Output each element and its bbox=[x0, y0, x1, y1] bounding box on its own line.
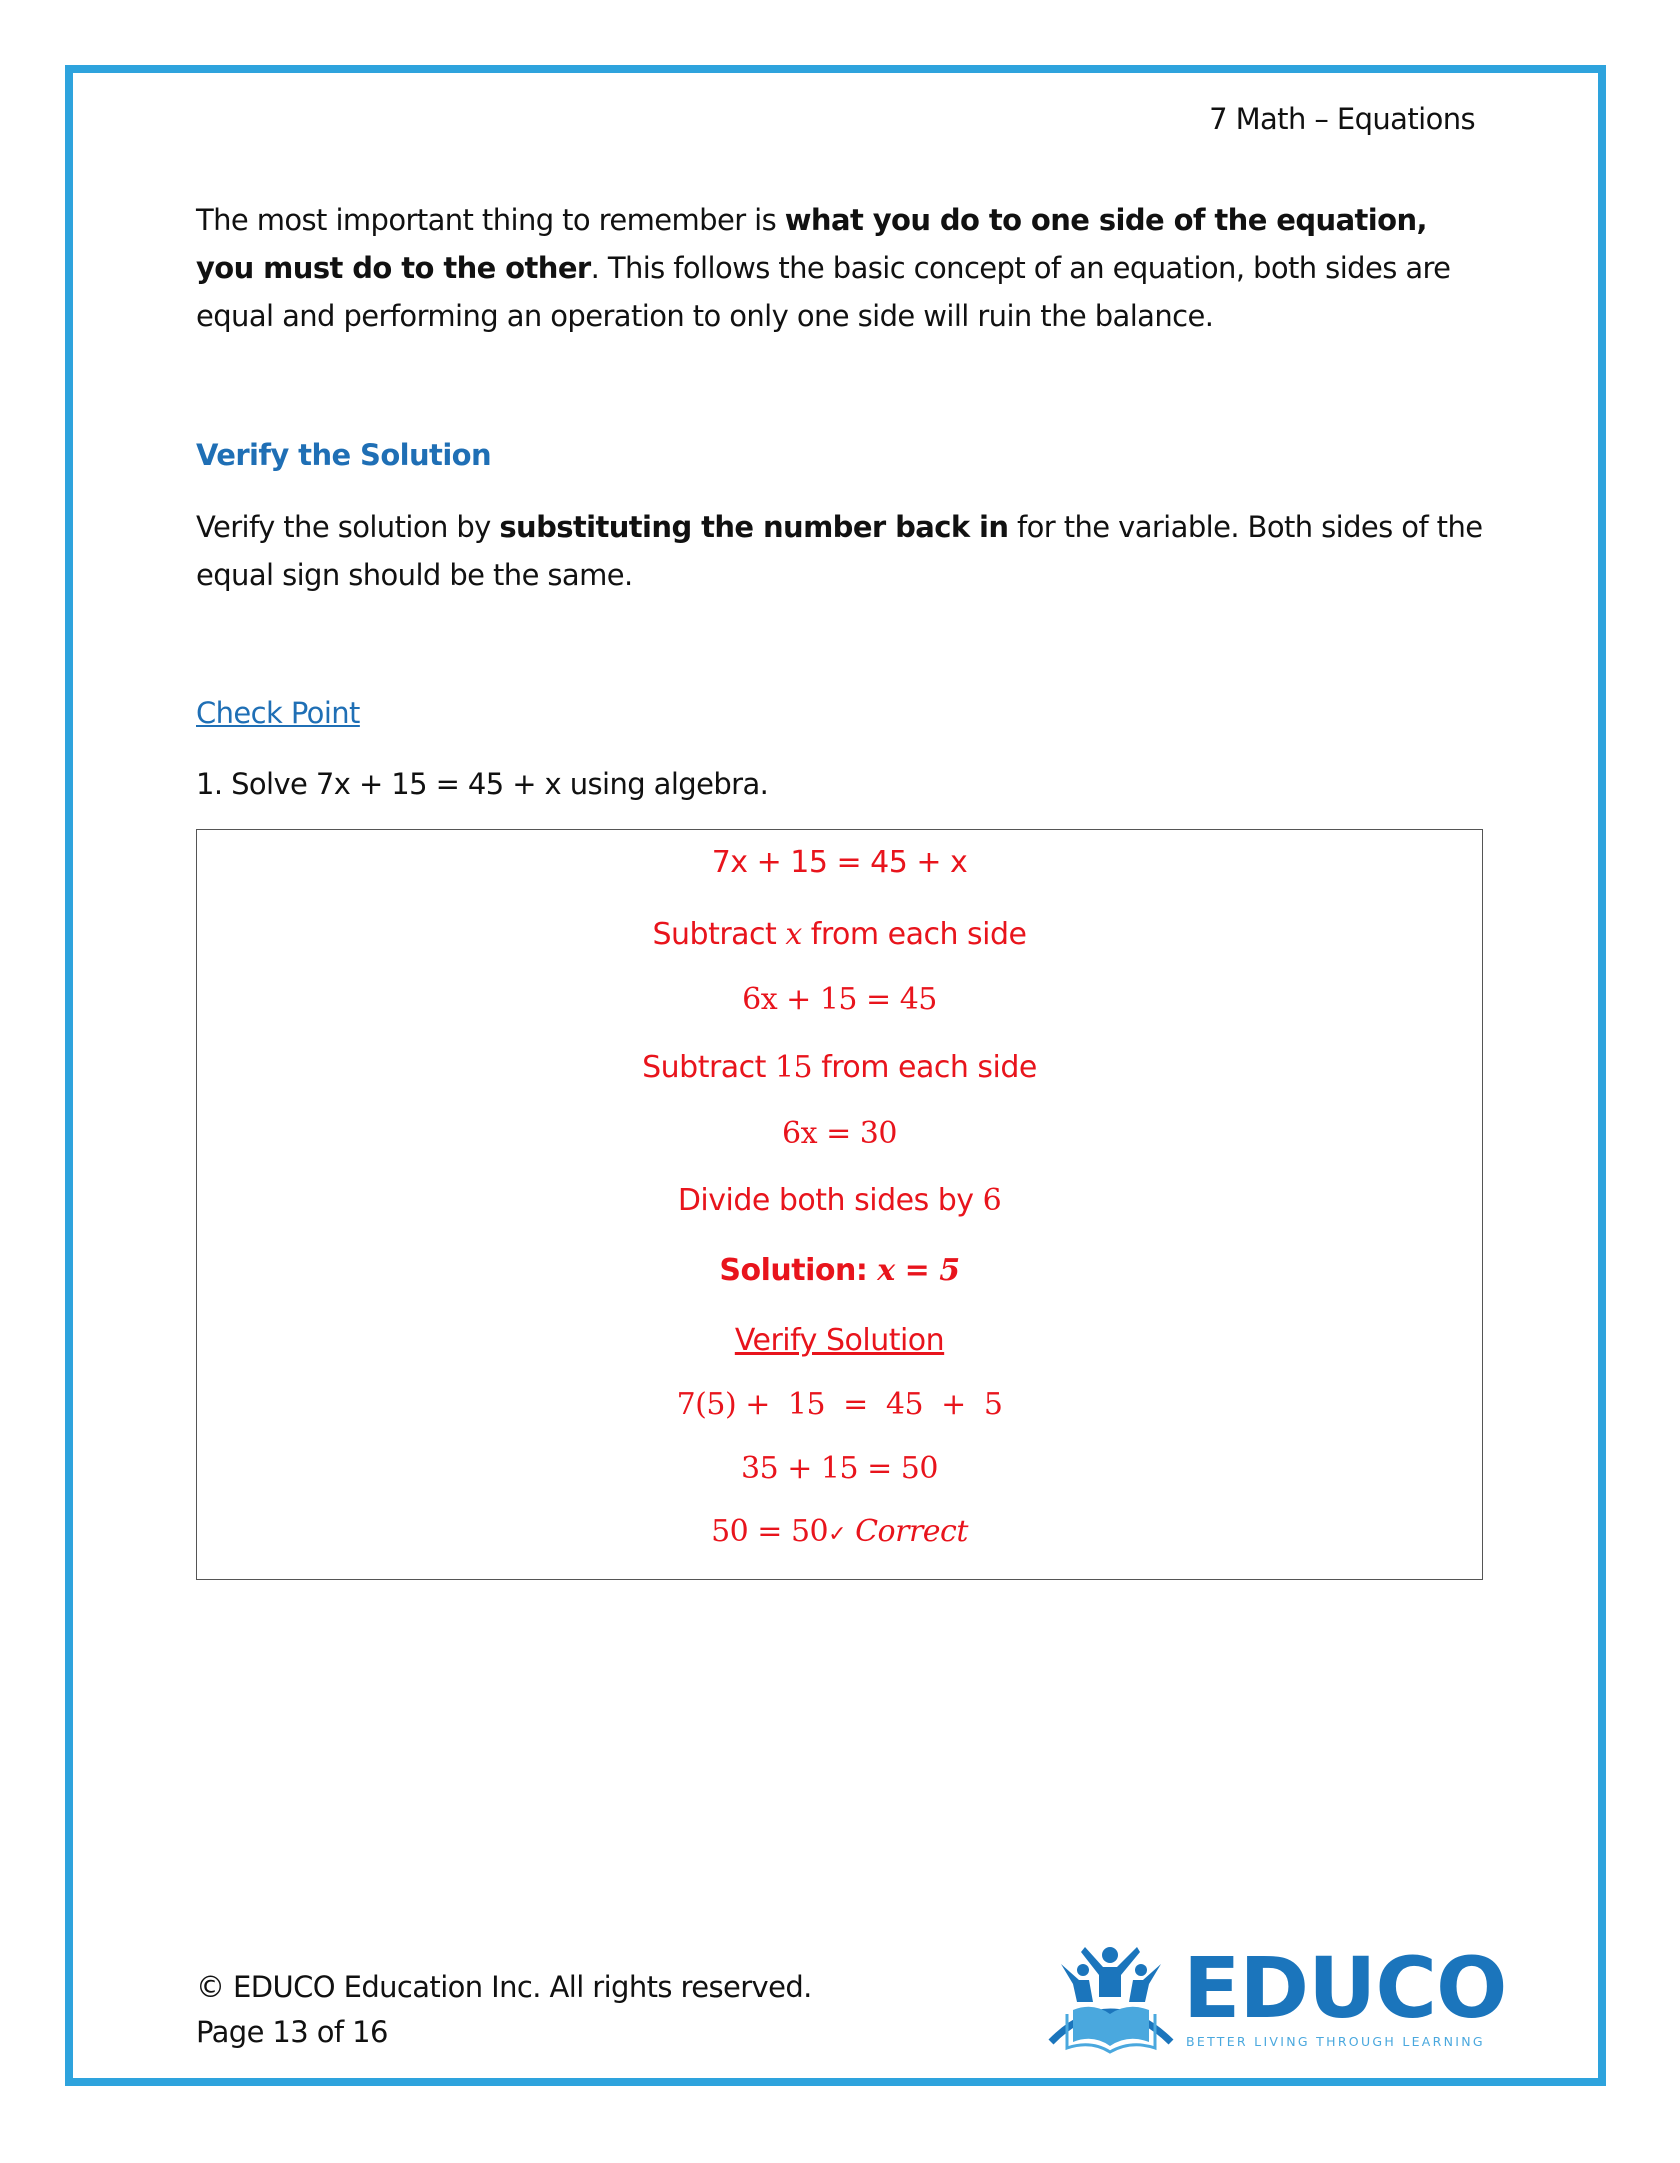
verify-bold-text: substituting the number back in bbox=[499, 510, 1009, 544]
intro-text-end: . This follows the basic concept of an equation, both sides are equal and performing an operation to only one side will ruin the balance. bbox=[196, 251, 1451, 333]
footer-page-number: Page 13 of 16 bbox=[196, 2015, 388, 2049]
intro-paragraph bbox=[196, 196, 1486, 340]
step-subtract-15: Subtract 15 from each side bbox=[642, 1050, 1037, 1085]
educo-people-book-icon bbox=[1043, 1942, 1178, 2057]
verify-text: Verify the solution by bbox=[196, 510, 500, 544]
logo-tagline: BETTER LIVING THROUGH LEARNING bbox=[1186, 2034, 1485, 2049]
step-solution: Solution: x = 5 bbox=[719, 1253, 960, 1288]
step-subtract-x: Subtract x from each side bbox=[652, 917, 1027, 952]
checkpoint-question: 1. Solve 7x + 15 = 45 + x using algebra. bbox=[196, 767, 769, 801]
step-verify-heading: Verify Solution bbox=[734, 1323, 945, 1358]
intro-text: The most important thing to remember is bbox=[196, 203, 785, 237]
educo-logo bbox=[1043, 1939, 1507, 2057]
step-6x-plus-15: 6x + 15 = 45 bbox=[742, 982, 937, 1017]
verify-heading: Verify the Solution bbox=[196, 438, 492, 472]
verify-text-end: for the variable. Both sides of the equal sign should be the same. bbox=[196, 510, 1483, 592]
step-6x-equals-30: 6x = 30 bbox=[782, 1116, 897, 1151]
step-divide: Divide both sides by 6 bbox=[677, 1183, 1002, 1218]
step-correct: 50 = 50✓ Correct bbox=[711, 1514, 968, 1549]
check-icon: ✓ bbox=[828, 1522, 847, 1547]
logo-wordmark: EDUCO bbox=[1183, 1939, 1507, 2037]
header-title: 7 Math – Equations bbox=[1209, 102, 1475, 136]
footer-copyright: © EDUCO Education Inc. All rights reserved. bbox=[196, 1970, 812, 2004]
checkpoint-heading: Check Point bbox=[196, 696, 360, 730]
step-equation: 7x + 15 = 45 + x bbox=[711, 845, 968, 880]
intro-bold-text: what you do to one side of the equation, you must do to the other bbox=[196, 203, 1427, 285]
step-substitute: 7(5) + 15 = 45 + 5 bbox=[676, 1387, 1003, 1422]
verify-paragraph bbox=[196, 503, 1486, 599]
solution-box bbox=[196, 829, 1483, 1580]
step-simplify: 35 + 15 = 50 bbox=[741, 1451, 938, 1486]
